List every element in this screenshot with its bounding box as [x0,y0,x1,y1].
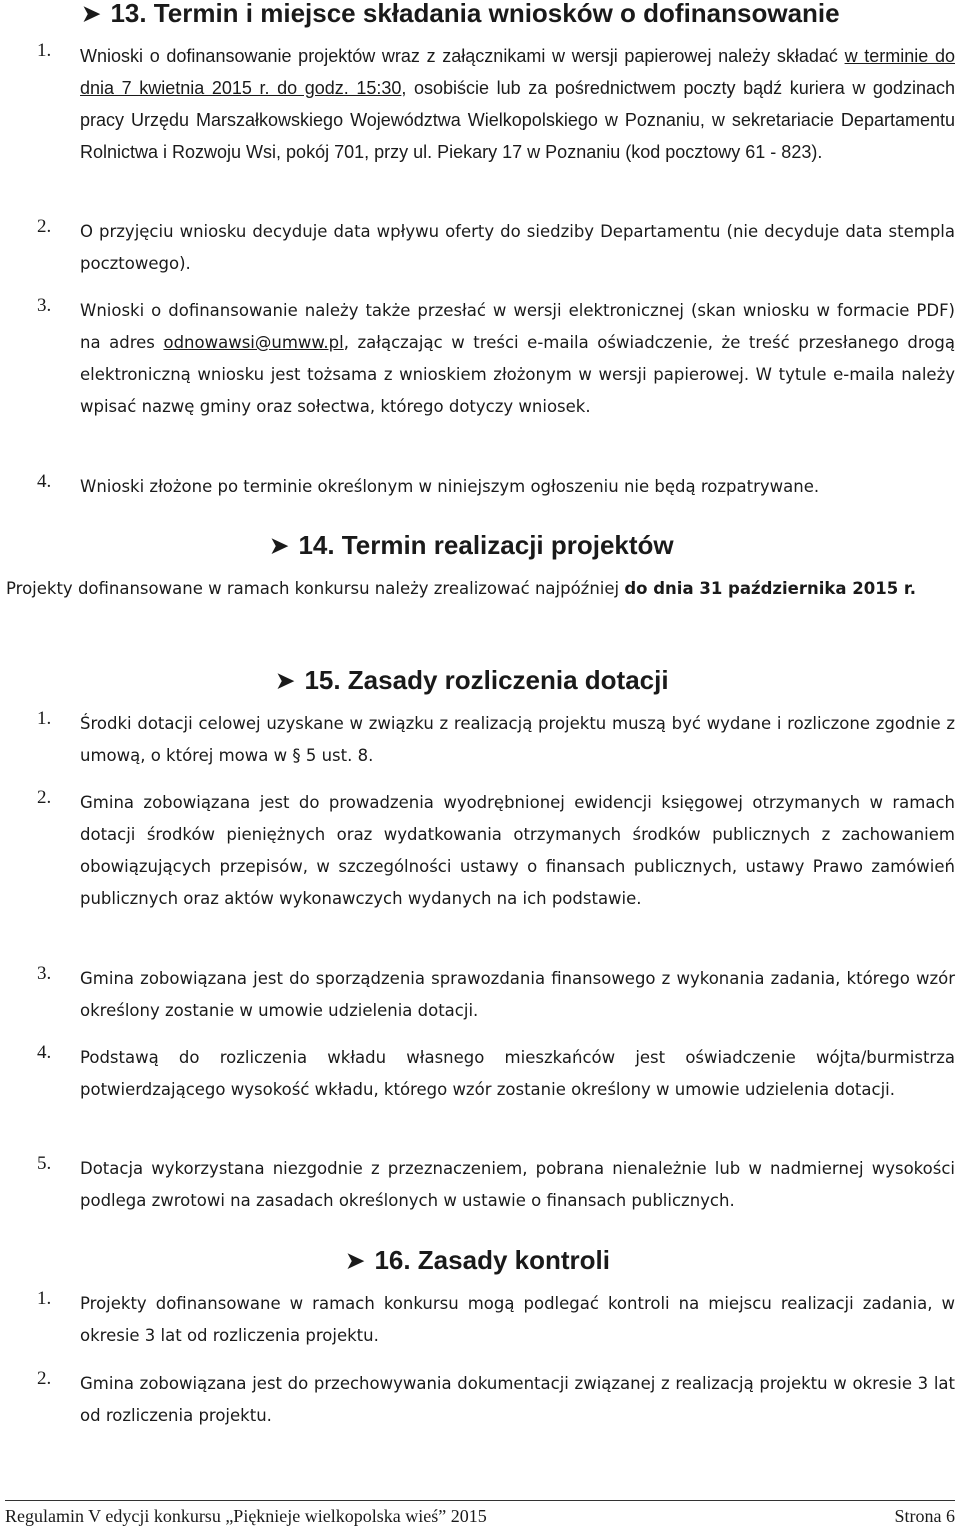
arrow-bullet-icon: ➤ [276,668,295,693]
item-text: Gmina zobowiązana jest do przechowywania dokumentacji związanej z realizacją projektu w okresie 3 lat od rozliczenia projektu. [80,1374,955,1425]
item-number: 4. [37,471,52,492]
item-number: 1. [37,708,52,729]
item-number: 4. [37,1042,52,1063]
footer-title: Regulamin V edycji konkursu „Pięknieje wielkopolska wieś” 2015 [5,1506,487,1526]
item-text [80,295,955,423]
item-number: 3. [37,295,52,316]
item-text: Wnioski złożone po terminie określonym w niniejszym ogłoszeniu nie będą rozpatrywane. [80,477,820,496]
paragraph-text: Projekty dofinansowane w ramach konkursu należy zrealizować najpóźniej [6,579,625,598]
item-text-part: , załączając w treści e-maila oświadczenie, że treść przesłanego drogą elektroniczną wniosku jest tożsama z wnioskiem złożonym w wersji papierowej. W tytule e-maila należy wpisać nazwę gminy oraz sołectwa, którego dotyczy wniosek. [80,333,955,416]
section-15-heading [276,665,669,696]
deadline-bold: do dnia 31 października 2015 r. [624,579,916,598]
item-text: Dotacja wykorzystana niezgodnie z przeznaczeniem, pobrana nienależnie lub w nadmiernej wysokości podlega zwrotowi na zasadach określonych w ustawie o finansach publicznych. [80,1159,955,1210]
item-number: 3. [37,963,52,984]
section-16-heading [346,1245,610,1276]
section-15-title: 15. Zasady rozliczenia dotacji [304,665,669,695]
item-number: 5. [37,1153,52,1174]
item-text-part: , osobiście lub za pośrednictwem poczty bądź kuriera w godzinach pracy Urzędu Marszałkowskiego Województwa Wielkopolskiego w Poznaniu, w sekretariacie Departamentu Rolnictwa i Rozwoju Wsi, pokój 701, przy ul. Piekary 17 w Poznaniu (kod pocztowy 61 - 823). [80,78,955,162]
item-text: Podstawą do rozliczenia wkładu własnego mieszkańców jest oświadczenie wójta/burmistrza potwierdzającego wysokość wkładu, którego wzór zostanie określony w umowie udzielenia dotacji. [80,1048,955,1099]
section-13-title: 13. Termin i miejsce składania wniosków o dofinansowanie [110,0,840,28]
item-number: 2. [37,216,52,237]
arrow-bullet-icon: ➤ [270,533,289,558]
item-text: Projekty dofinansowane w ramach konkursu mogą podlegać kontroli na miejscu realizacji zadania, w okresie 3 lat od rozliczenia projektu. [80,1294,955,1345]
section-14-heading [270,530,674,561]
email-link[interactable]: odnowawsi@umww.pl [163,333,344,352]
footer-page-number: Strona 6 [894,1506,955,1526]
item-text: Środki dotacji celowej uzyskane w związku z realizacją projektu muszą być wydane i rozliczone zgodnie z umową, o której mowa w § 5 ust. 8. [80,714,955,765]
item-number: 1. [37,40,52,61]
section-16-title: 16. Zasady kontroli [374,1245,610,1275]
section-13-heading [82,0,840,29]
item-number: 2. [37,787,52,808]
footer-divider [5,1500,955,1501]
item-number: 1. [37,1288,52,1309]
item-text-part: Wnioski o dofinansowanie projektów wraz z załącznikami w wersji papierowej należy składać [80,46,845,66]
item-text [80,40,955,168]
item-text-part: Wnioski o dofinansowanie należy także przesłać w wersji elektronicznej (skan wniosku w formacie PDF) na adres [80,301,955,352]
arrow-bullet-icon: ➤ [346,1248,365,1273]
item-text: O przyjęciu wniosku decyduje data wpływu oferty do siedziby Departamentu (nie decyduje data stempla pocztowego). [80,222,955,273]
deadline-underlined: w terminie do dnia 7 kwietnia 2015 r. do godz. 15:30 [80,46,955,98]
item-number: 2. [37,1368,52,1389]
arrow-bullet-icon: ➤ [82,1,101,26]
item-text: Gmina zobowiązana jest do sporządzenia sprawozdania finansowego z wykonania zadania, którego wzór określony zostanie w umowie udzielenia dotacji. [80,969,955,1020]
section-14-title: 14. Termin realizacji projektów [298,530,674,560]
s14-paragraph [6,573,956,605]
item-text: Gmina zobowiązana jest do prowadzenia wyodrębnionej ewidencji księgowej otrzymanych w ramach dotacji środków pieniężnych oraz wydatkowania otrzymanych środków publicznych z zachowaniem obowiązujących przepisów, w szczególności ustawy o finansach publicznych, ustawy Prawo zamówień publicznych oraz aktów wykonawczych wydanych na ich podstawie. [80,793,955,908]
